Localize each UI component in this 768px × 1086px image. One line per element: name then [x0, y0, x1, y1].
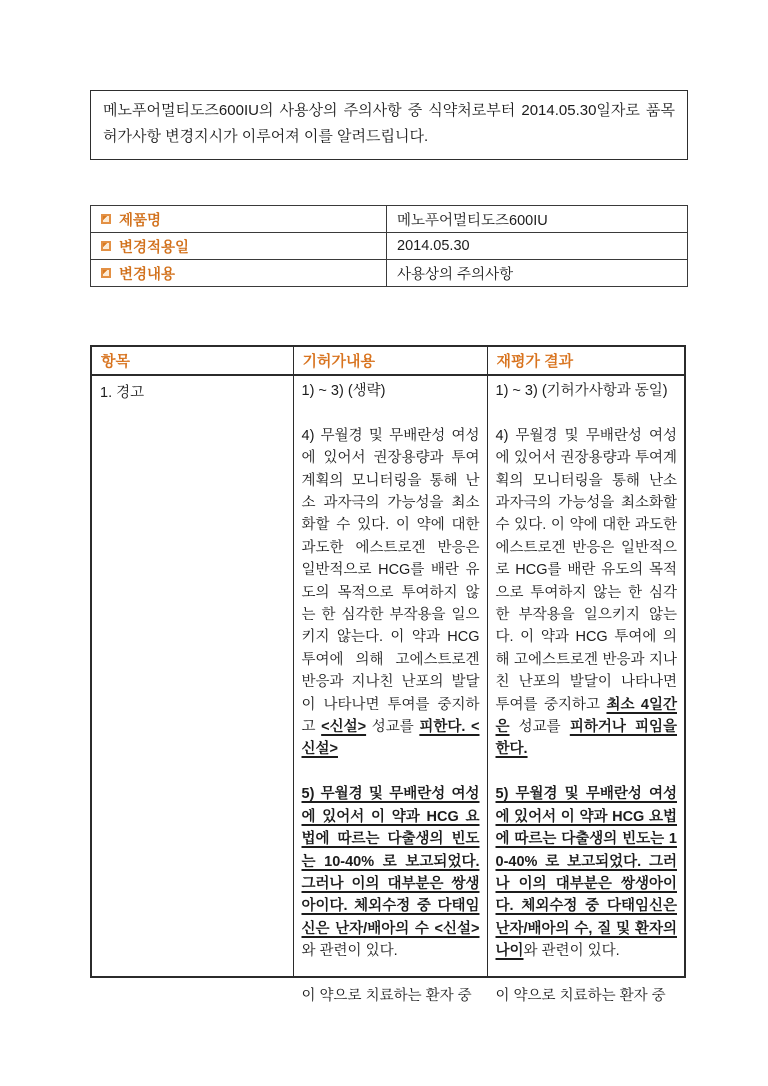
table-row	[91, 375, 685, 977]
info-value-change-date: 2014.05.30	[387, 233, 688, 260]
reevaluation-content-text: 1) ~ 3) (기허가사항과 동일) 4) 무월경 및 무배란성 여성에 있어서 권장용량과 투여계획의 모니터링을 통해 난소 과자극의 가능성을 최소화할 수 있다. 이 약에 대한 과도한 에스트로겐 반응은 일반적으로 HCG를 배란 유도의 목적으로 투여하지 않는 한 심각한 부작용을 일으키지 않는다. 이 약과 HCG 투여에 의해 고에스트로겐 반응과 지나친 난포의 발달이 나타나면 투여를 중지하고 최소 4일간은 성교를 피하거나 피임을 한다. 5) 무월경 및 무배란성 여성에 있어서 이 약과 HCG 요법에 따르는 다출생의 빈도는 10-40% 로 보고되었다. 그러나 이의 대부분은 쌍생아이다. 체외수정 중 다태임신은 난자/배아의 수, 질 및 환자의 나이와 관련이 있다. 이 약으로 치료하는 환자 중	[495, 383, 677, 1004]
notice-text: 메노푸어멀티도즈600IU의 사용상의 주의사항 중 식약처로부터 2014.05.30일자로 품목허가사항 변경지시가 이루어져 이를 알려드립니다.	[103, 102, 675, 145]
column-header-item: 항목	[91, 346, 293, 375]
table-row	[91, 260, 688, 287]
table-header-row	[91, 346, 685, 375]
reevaluation-content-cell	[487, 375, 685, 1004]
table-row	[91, 206, 688, 233]
info-value-product-name: 메노푸어멀티도즈600IU	[387, 206, 688, 233]
info-label-text: 변경적용일	[119, 239, 190, 256]
approved-content-text: 1) ~ 3) (생략) 4) 무월경 및 무배란성 여성에 있어서 권장용량과 투여계획의 모니터링을 통해 난소 과자극의 가능성을 최소화할 수 있다. 이 약에 대한 과도한 에스트로겐 반응은 일반적으로 HCG를 배란 유도의 목적으로 투여하지 않는 한 심각한 부작용을 일으키지 않는다. 이 약과 HCG 투여에 의해 고에스트로겐 반응과 지나친 난포의 발달이 나타나면 투여를 중지하고 <신설> 성교를 피한다. <신설> 5) 무월경 및 무배란성 여성에 있어서 이 약과 HCG 요법에 따르는 다출생의 빈도는 10-40% 로 보고되었다. 그러나 이의 대부분은 쌍생아이다. 체외수정 중 다태임신은 난자/배아의 수 <신설> 와 관련이 있다. 이 약으로 치료하는 환자 중	[301, 383, 480, 1004]
column-header-approved: 기허가내용	[293, 346, 487, 375]
item-text: 1. 경고	[100, 385, 145, 401]
info-label-text: 제품명	[119, 212, 162, 229]
info-label-change-content	[91, 260, 387, 287]
item-cell	[91, 375, 293, 977]
info-label-product-name	[91, 206, 387, 233]
change-detail-table	[90, 345, 686, 1004]
product-info-table	[90, 205, 688, 287]
bullet-icon	[101, 268, 111, 278]
bullet-icon	[101, 214, 111, 224]
table-row	[91, 233, 688, 260]
info-value-change-content: 사용상의 주의사항	[387, 260, 688, 287]
notice-box	[90, 90, 688, 160]
column-header-reevaluation: 재평가 결과	[487, 346, 685, 375]
info-label-text: 변경내용	[119, 266, 176, 283]
approved-content-cell	[293, 375, 487, 1004]
bullet-icon	[101, 241, 111, 251]
info-label-change-date	[91, 233, 387, 260]
